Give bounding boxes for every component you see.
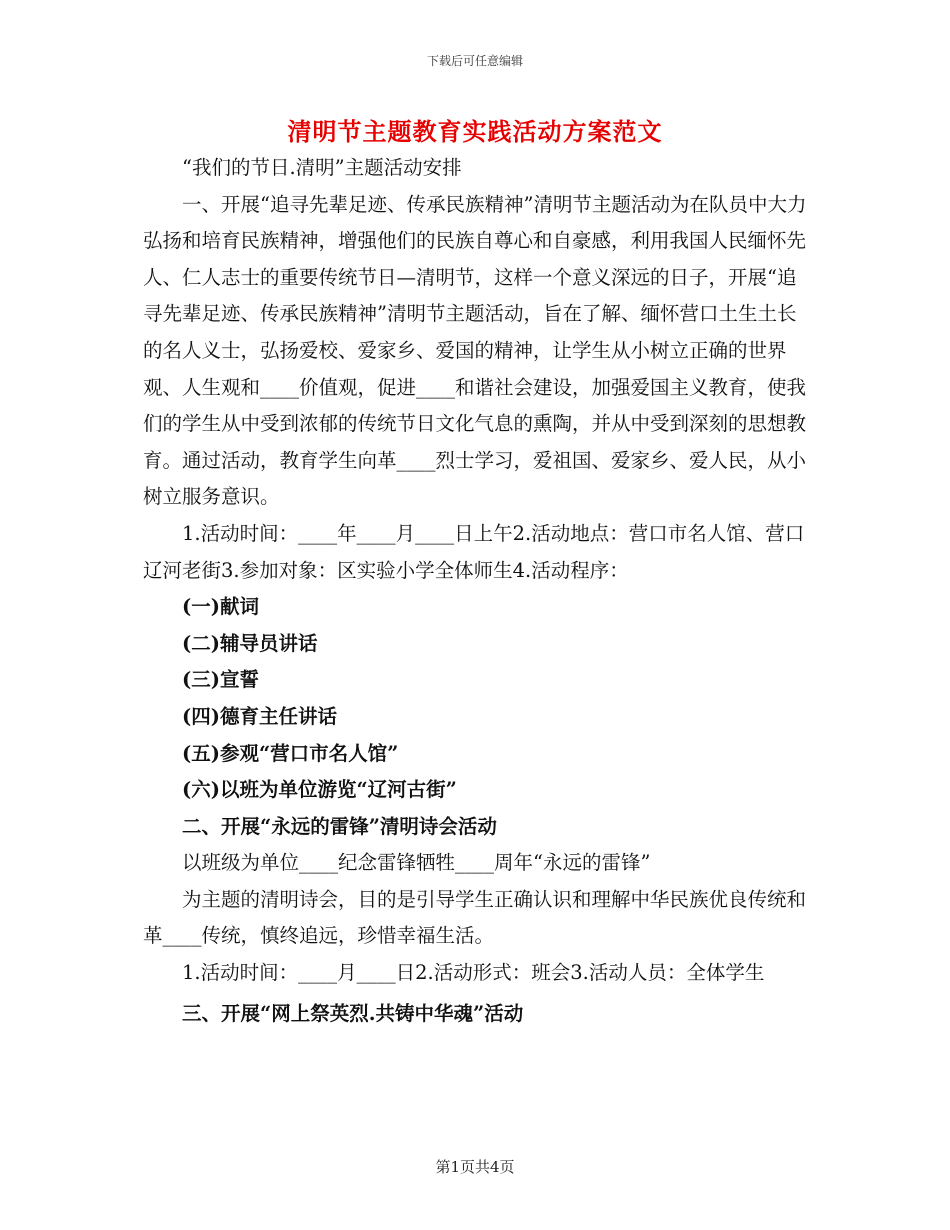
program-item: (六)以班为单位游览“辽河古街” xyxy=(182,778,457,802)
page-footer-note: 第1页共4页 xyxy=(435,1158,515,1176)
program-item: (三)宣誓 xyxy=(182,668,259,692)
section2-line: 为主题的清明诗会，目的是引导学生正确认识和理解中华民族优良传统和革____传统，慎终追远，珍惜幸福生活。 xyxy=(143,887,807,948)
section3-heading: 三、开展“网上祭英烈.共铸中华魂”活动 xyxy=(182,1001,524,1025)
activity-details-paragraph: 1.活动时间：____年____月____日上午2.活动地点：营口市名人馆、营口辽河老街3.参加对象：区实验小学全体师生4.活动程序： xyxy=(143,521,805,582)
subtitle-paragraph: “我们的节日.清明”主题活动安排 xyxy=(182,156,462,179)
section2-heading: 二、开展“永远的雷锋”清明诗会活动 xyxy=(182,814,497,838)
program-item: (一)献词 xyxy=(182,595,259,619)
section1-paragraph: 一、开展“追寻先辈足迹、传承民族精神”清明节主题活动为在队员中大力弘扬和培育民族精神，增强他们的民族自尊心和自豪感，利用我国人民缅怀先人、仁人志士的重要传统节日—清明节，这样一个意义深远的日子，开展“追寻先辈足迹、传承民族精神”清明节主题活动，旨在了解、缅怀营口土生土长的名人义士，弘扬爱校、爱家乡、爱国的精神，让学生从小树立正确的世界观、人生观和____价值观，促进____和谐社会建设，加强爱国主义教育，使我们的学生从中受到浓郁的传统节日文化气息的熏陶，并从中受到深刻的思想教育。通过活动，教育学生向革____烈士学习，爱祖国、爱家乡、爱人民，从小树立服务意识。 xyxy=(143,192,807,509)
program-item: (二)辅导员讲话 xyxy=(182,631,318,655)
document-title: 清明节主题教育实践活动方案范文 xyxy=(287,117,663,146)
section2-line: 以班级为单位____纪念雷锋牺牲____周年“永远的雷锋” xyxy=(182,851,651,875)
program-item: (四)德育主任讲话 xyxy=(182,704,337,728)
document-body xyxy=(143,150,807,1032)
page-header-note: 下载后可任意编辑 xyxy=(426,54,523,68)
program-item: (五)参观“营口市名人馆” xyxy=(182,741,399,765)
section2-line: 1.活动时间：____月____日2.活动形式：班会3.活动人员：全体学生 xyxy=(182,961,765,985)
